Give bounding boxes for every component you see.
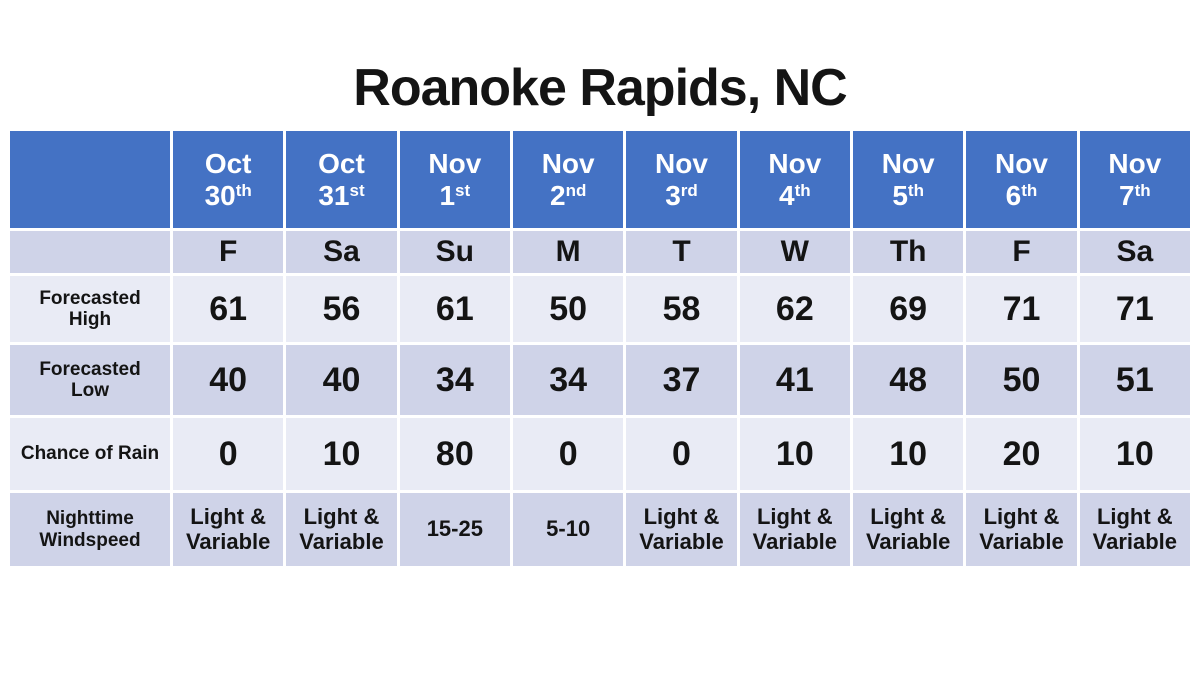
date-day-number: 2: [549, 179, 566, 211]
date-day: [439, 180, 470, 211]
high-value-cell: 61: [400, 276, 510, 342]
high-value-cell: 50: [513, 276, 623, 342]
weekday-cell: Sa: [1080, 231, 1190, 273]
date-header-cell: [740, 131, 850, 228]
date-day: [318, 180, 364, 211]
rain-value-cell: 0: [173, 418, 283, 490]
low-value-cell: 40: [286, 345, 396, 415]
date-ordinal: th: [235, 180, 252, 200]
date-header-cell: [173, 131, 283, 228]
date-ordinal: nd: [565, 180, 587, 200]
wind-value-cell: Light & Variable: [1080, 493, 1190, 566]
low-value-cell: 48: [853, 345, 963, 415]
weekday-label-cell: [10, 231, 170, 273]
date-day: [892, 180, 924, 211]
high-value-cell: 69: [853, 276, 963, 342]
wind-value-cell: Light & Variable: [286, 493, 396, 566]
rain-value-cell: 10: [740, 418, 850, 490]
date-month: Oct: [318, 148, 365, 180]
weekday-cell: Th: [853, 231, 963, 273]
wind-value-cell: Light & Variable: [966, 493, 1076, 566]
date-header-cell: [1080, 131, 1190, 228]
date-ordinal: st: [349, 180, 365, 200]
date-day-number: 5: [892, 179, 908, 211]
date-month: Nov: [995, 148, 1048, 180]
rain-value-cell: 10: [286, 418, 396, 490]
rain-value-cell: 10: [853, 418, 963, 490]
date-month: Nov: [881, 148, 935, 180]
date-ordinal: rd: [680, 180, 698, 200]
date-month: Nov: [768, 148, 822, 180]
date-header-cell: [966, 131, 1076, 228]
forecast-table: [10, 131, 1190, 568]
high-value-cell: 56: [286, 276, 396, 342]
row-label-forecasted-low: Forecasted Low: [10, 345, 170, 415]
date-ordinal: st: [455, 180, 471, 200]
weekday-cell: F: [966, 231, 1076, 273]
date-day: [205, 180, 252, 211]
date-day: [665, 180, 698, 211]
date-day-number: 4: [779, 179, 795, 211]
high-value-cell: 62: [740, 276, 850, 342]
low-value-cell: 50: [966, 345, 1076, 415]
date-header-cell: [626, 131, 736, 228]
date-ordinal: th: [794, 180, 811, 200]
rain-value-cell: 20: [966, 418, 1076, 490]
row-label-forecasted-high: Forecasted High: [10, 276, 170, 342]
date-day-number: 7: [1119, 179, 1135, 211]
weekday-cell: Sa: [286, 231, 396, 273]
date-day-number: 30: [204, 179, 236, 211]
date-day: [779, 180, 811, 211]
date-month: Oct: [204, 148, 252, 180]
low-value-cell: 34: [400, 345, 510, 415]
high-value-cell: 58: [626, 276, 736, 342]
weekday-cell: W: [740, 231, 850, 273]
rain-value-cell: 10: [1080, 418, 1190, 490]
date-ordinal: th: [1134, 180, 1151, 200]
wind-value-cell: Light & Variable: [626, 493, 736, 566]
weekday-cell: M: [513, 231, 623, 273]
wind-value-cell: 15-25: [400, 493, 510, 566]
rain-value-cell: 80: [400, 418, 510, 490]
low-value-cell: 41: [740, 345, 850, 415]
date-day: [550, 180, 586, 211]
high-value-cell: 61: [173, 276, 283, 342]
date-month: Nov: [1108, 148, 1162, 180]
date-day: [1006, 180, 1038, 211]
low-value-cell: 51: [1080, 345, 1190, 415]
low-value-cell: 34: [513, 345, 623, 415]
date-day-number: 31: [318, 179, 350, 211]
date-month: Nov: [541, 148, 595, 180]
date-header-cell: [400, 131, 510, 228]
date-day-number: 3: [665, 179, 681, 211]
weekday-cell: Su: [400, 231, 510, 273]
high-value-cell: 71: [966, 276, 1076, 342]
weekday-cell: F: [173, 231, 283, 273]
low-value-cell: 37: [626, 345, 736, 415]
wind-value-cell: Light & Variable: [740, 493, 850, 566]
date-day: [1119, 180, 1151, 211]
date-month: Nov: [428, 148, 482, 180]
page-title: Roanoke Rapids, NC: [353, 59, 847, 117]
wind-value-cell: 5-10: [513, 493, 623, 566]
low-value-cell: 40: [173, 345, 283, 415]
high-value-cell: 71: [1080, 276, 1190, 342]
row-label-nighttime-windspeed: Nighttime Windspeed: [10, 493, 170, 566]
date-ordinal: th: [907, 180, 924, 200]
rain-value-cell: 0: [513, 418, 623, 490]
wind-value-cell: Light & Variable: [853, 493, 963, 566]
date-header-cell: [513, 131, 623, 228]
date-header-cell: [853, 131, 963, 228]
wind-value-cell: Light & Variable: [173, 493, 283, 566]
date-ordinal: th: [1021, 180, 1038, 200]
date-month: Nov: [655, 148, 708, 180]
rain-value-cell: 0: [626, 418, 736, 490]
date-header-cell: [286, 131, 396, 228]
row-label-chance-of-rain: Chance of Rain: [10, 418, 170, 490]
date-day-number: 1: [439, 179, 456, 211]
corner-cell: [10, 131, 170, 228]
date-day-number: 6: [1005, 179, 1022, 211]
weekday-cell: T: [626, 231, 736, 273]
